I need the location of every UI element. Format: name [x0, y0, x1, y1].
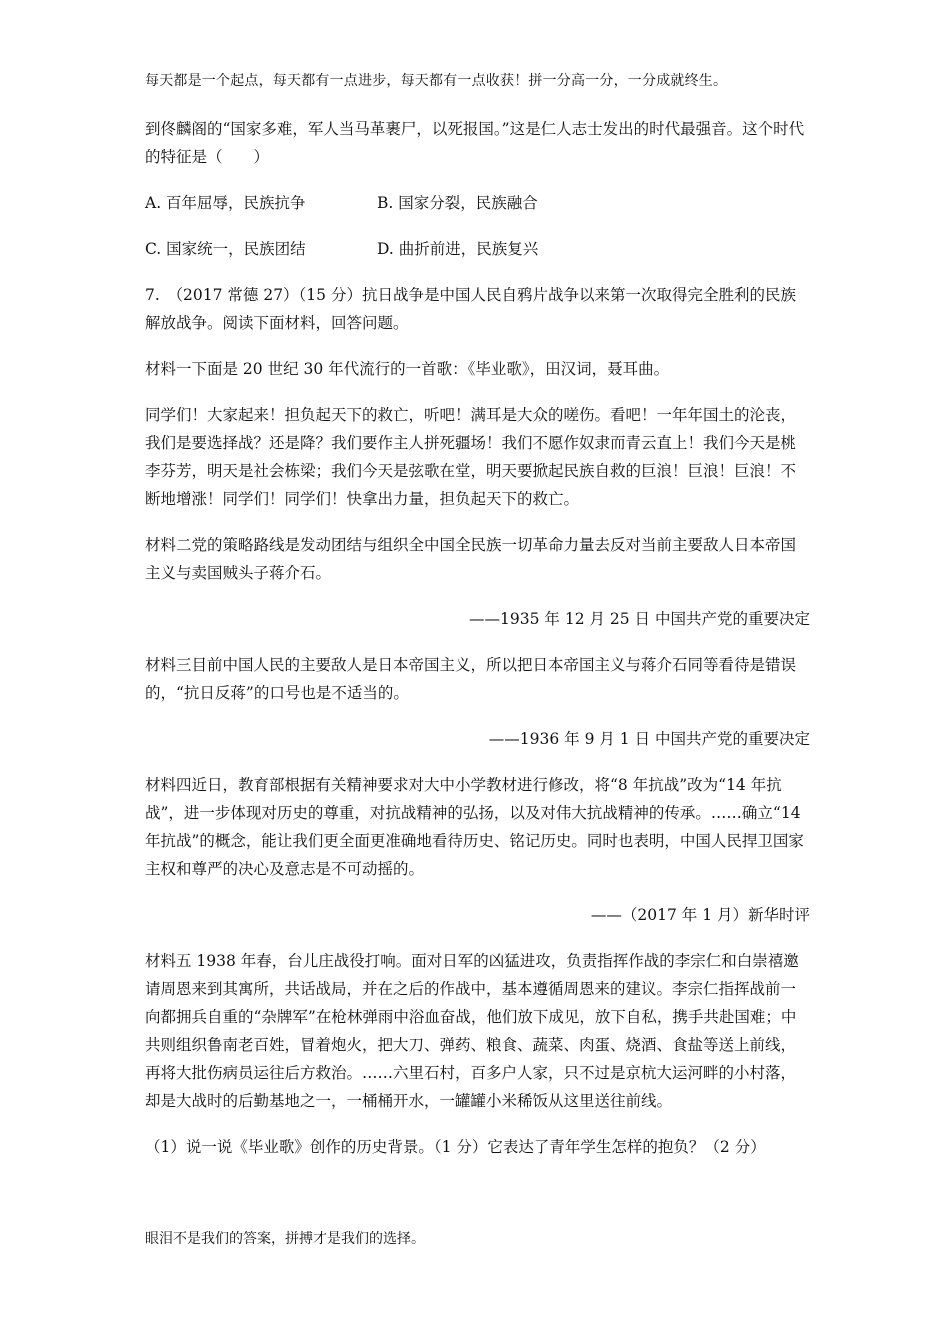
material-1-lyrics: 同学们！大家起来！担负起天下的救亡，听吧！满耳是大众的嗟伤。看吧！一年年国土的沦丧，我们是要选择战？还是降？我们要作主人拼死疆场！我们不愿作奴隶而青云直上！我们今天是桃李芬芳，明天是社会栋梁；我们今天是弦歌在堂，明天要掀起民族自救的巨浪！巨浪！巨浪！不断地增涨！同学们！同学们！快拿出力量，担负起天下的救亡。 — [145, 406, 797, 508]
page-header: 每天都是一个起点，每天都有一点进步，每天都有一点收获！拼一分高一分，一分成就终生。 — [145, 73, 728, 89]
material-4-source: ——（2017 年 1 月）新华时评 — [590, 906, 810, 924]
material-3-source: ——1936 年 9 月 1 日 中国共产党的重要决定 — [488, 730, 810, 748]
question-6-stem: 到佟麟阁的“国家多难，军人当马革裹尸，以死报国。”这是仁人志士发出的时代最强音。这个时代的特征是（ ） — [145, 120, 805, 166]
material-4: 材料四近日，教育部根据有关精神要求对大中小学教材进行修改，将“8 年抗战”改为“14 年抗战”，进一步体现对历史的尊重，对抗战精神的弘扬，以及对伟大抗战精神的传承。……确立“14 年抗战”的概念，能让我们更全面更准确地看待历史、铭记历史。同时也表明，中国人民捍卫国家主权和尊严的决心及意志是不可动摇的。 — [145, 776, 804, 878]
material-2-source: ——1935 年 12 月 25 日 中国共产党的重要决定 — [469, 610, 810, 628]
material-1-intro: 材料一下面是 20 世纪 30 年代流行的一首歌：《毕业歌》，田汉词，聂耳曲。 — [145, 360, 670, 378]
option-b: B. 国家分裂，民族融合 — [377, 194, 538, 212]
document-body — [145, 115, 810, 1179]
option-a: A. 百年屈辱，民族抗争 — [145, 194, 306, 212]
options-row-2 — [145, 235, 810, 263]
option-c: C. 国家统一，民族团结 — [145, 240, 306, 258]
material-3: 材料三目前中国人民的主要敌人是日本帝国主义，所以把日本帝国主义与蒋介石同等看待是错误的，“抗日反蒋”的口号也是不适当的。 — [145, 656, 797, 702]
page-footer: 眼泪不是我们的答案，拼搏才是我们的选择。 — [145, 1231, 425, 1247]
options-row-1 — [145, 189, 810, 217]
material-5: 材料五 1938 年春，台儿庄战役打响。面对日军的凶猛进攻，负责指挥作战的李宗仁和白崇禧邀请周恩来到其寓所，共话战局，并在之后的作战中，基本遵循周恩来的建议。李宗仁指挥战前一向都拥兵自重的“杂牌军”在枪林弹雨中浴血奋战，他们放下成见，放下自私，携手共赴国难；中共则组织鲁南老百姓，冒着炮火，把大刀、弹药、粮食、蔬菜、肉蛋、烧酒、食盐等送上前线，再将大批伤病员运往后方救治。……六里石村，百多户人家，只不过是京杭大运河畔的小村落，却是大战时的后勤基地之一，一桶桶开水，一罐罐小米稀饭从这里送往前线。 — [145, 952, 799, 1110]
material-2: 材料二党的策略路线是发动团结与组织全中国全民族一切革命力量去反对当前主要敌人日本帝国主义与卖国贼头子蒋介石。 — [145, 536, 797, 582]
question-7-part-1: （1）说一说《毕业歌》创作的历史背景。（1 分）它表达了青年学生怎样的抱负？（2 分） — [145, 1138, 766, 1156]
question-7-stem: 7. （2017 常德 27）（15 分）抗日战争是中国人民自鸦片战争以来第一次取得完全胜利的民族解放战争。阅读下面材料，回答问题。 — [145, 286, 796, 332]
option-d: D. 曲折前进，民族复兴 — [377, 240, 539, 258]
